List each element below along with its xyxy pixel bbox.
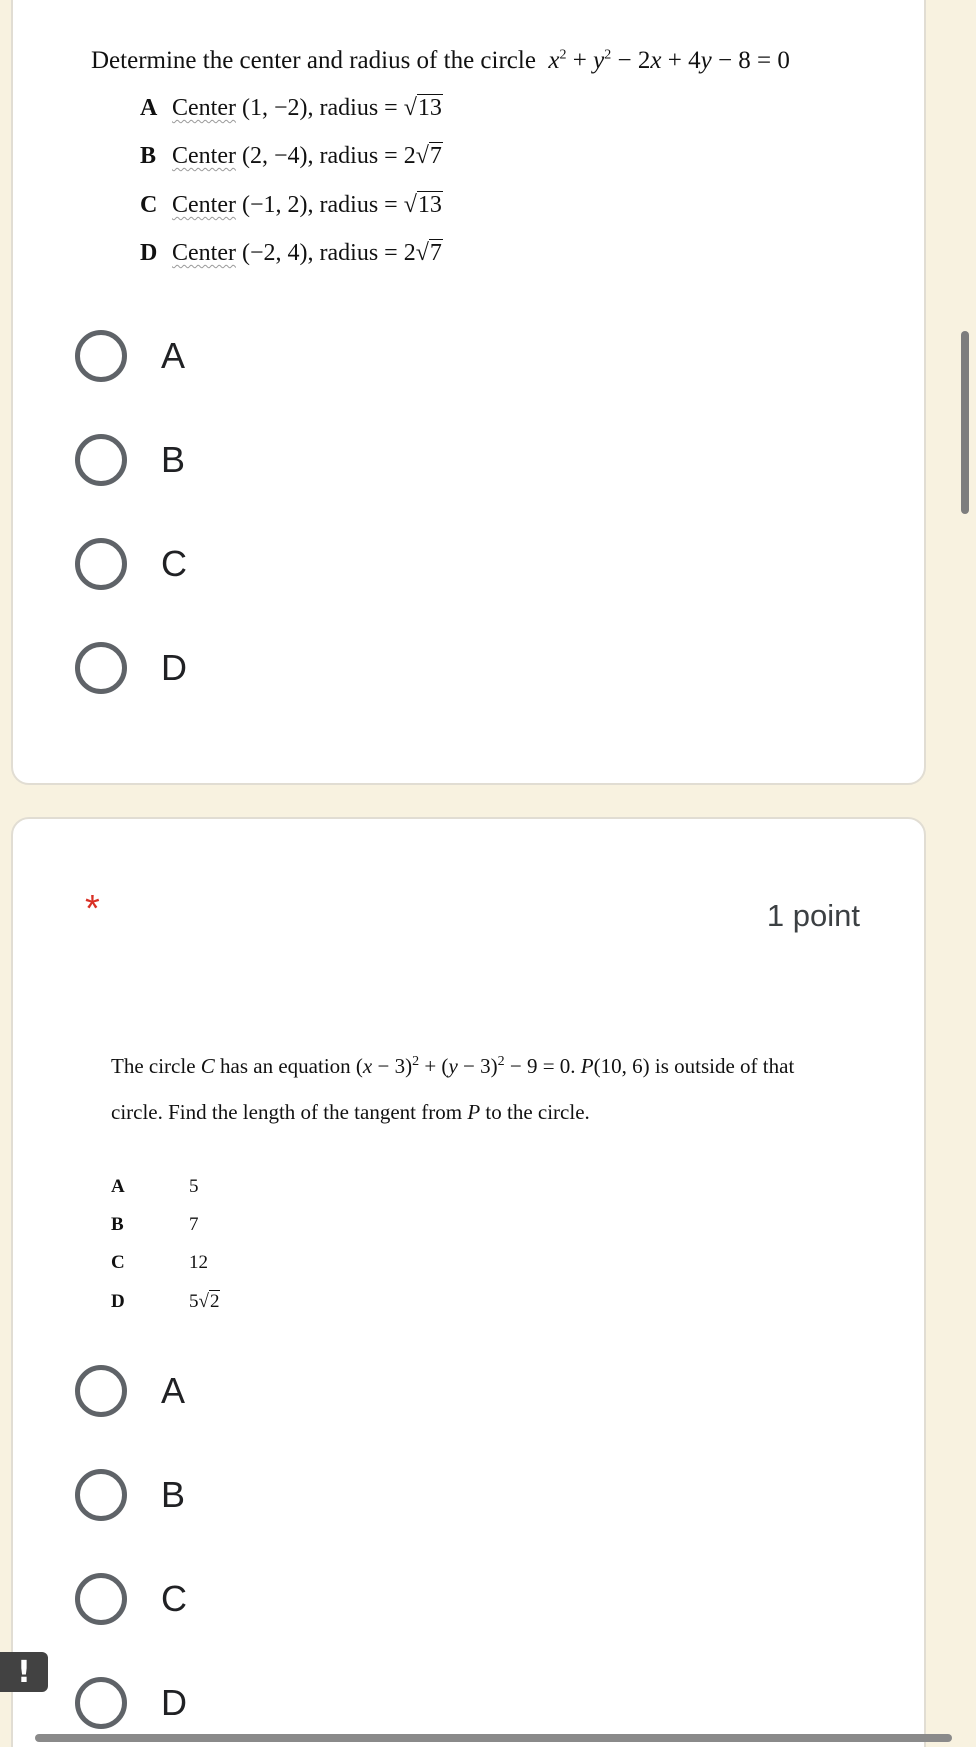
q1-option-b: B Center (2, −4), radius = 2√7 <box>140 143 442 169</box>
radio-button[interactable] <box>75 1469 127 1521</box>
alert-icon[interactable]: ! <box>0 1652 48 1692</box>
q2-choice-c[interactable]: C <box>75 1569 575 1629</box>
radio-button[interactable] <box>75 330 127 382</box>
q2-choice-b[interactable]: B <box>75 1465 575 1525</box>
radio-button[interactable] <box>75 1677 127 1729</box>
q1-equation: $x^2 + y^2 - 2x + 4y - 8 = 0$ <box>548 47 790 74</box>
bottom-progress-bar <box>35 1734 952 1742</box>
q1-choice-a[interactable]: A <box>75 326 575 386</box>
q2-option-c: C 12 <box>111 1252 208 1273</box>
radio-button[interactable] <box>75 538 127 590</box>
q2-choice-d[interactable]: D <box>75 1673 575 1733</box>
q2-option-a: A 5 <box>111 1176 199 1197</box>
q2-choice-a[interactable]: A <box>75 1361 575 1421</box>
q1-choice-d[interactable]: D <box>75 638 575 698</box>
q1-option-c: C Center (−1, 2), radius = √13 <box>140 192 442 218</box>
q2-prompt-line-2: circle. Find the length of the tangent from P to the circle. <box>111 1100 590 1124</box>
points-label: 1 point <box>766 898 860 933</box>
radio-button[interactable] <box>75 1573 127 1625</box>
q2-option-b: B 7 <box>111 1214 199 1235</box>
q1-choice-c[interactable]: C <box>75 534 575 594</box>
required-asterisk: * <box>85 888 100 930</box>
q1-prompt: Determine the center and radius of the circle $x^2 + y^2 - 2x + 4y - 8 = 0$ <box>91 47 790 74</box>
q1-option-d: D Center (−2, 4), radius = 2√7 <box>140 240 442 266</box>
radio-button[interactable] <box>75 1365 127 1417</box>
q2-prompt-line-1: The circle C has an equation $(x - 3)^2 + (y - 3)^2 - 9 = 0$. P(10, 6) is outside of that <box>111 1054 795 1078</box>
q2-equation: $(x - 3)^2 + (y - 3)^2 - 9 = 0$ <box>355 1054 571 1078</box>
radio-button[interactable] <box>75 642 127 694</box>
q2-option-d: D 5√2 <box>111 1291 220 1312</box>
vertical-scrollbar[interactable] <box>961 331 969 514</box>
q1-choice-b[interactable]: B <box>75 430 575 490</box>
q1-option-a: A Center (1, −2), radius = √13 <box>140 95 442 121</box>
radio-button[interactable] <box>75 434 127 486</box>
